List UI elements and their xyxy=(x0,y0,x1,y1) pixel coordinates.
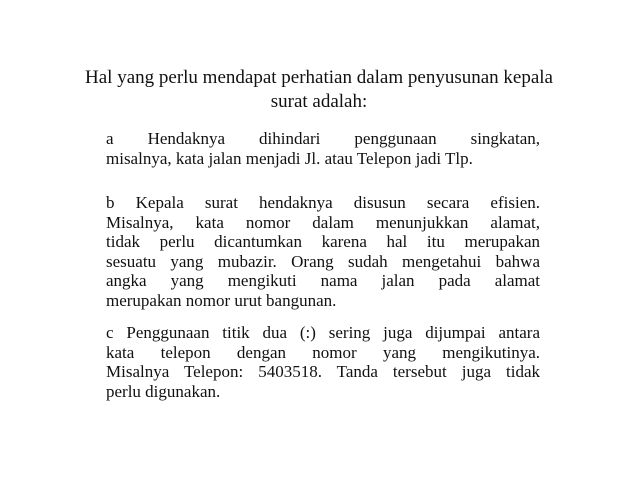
paragraph-line: tidak perlu dicantumkan karena hal itu merupakan xyxy=(106,232,540,251)
paragraph-line: kata telepon dengan nomor yang mengikutinya. xyxy=(106,342,540,362)
paragraph-line: misalnya, kata jalan menjadi Jl. atau Telepon jadi Tlp. xyxy=(106,148,473,168)
paragraph-line: sesuatu yang mubazir. Orang sudah mengetahui bahwa xyxy=(106,251,540,271)
paragraph-b xyxy=(106,193,540,310)
paragraph-line: c Penggunaan titik dua (:) sering juga dijumpai antara xyxy=(106,323,540,342)
title-line-1: Hal yang perlu mendapat perhatian dalam penyusunan kepala xyxy=(85,67,553,88)
paragraph-a xyxy=(106,129,540,168)
paragraph-line: Misalnya, kata nomor dalam menunjukkan alamat, xyxy=(106,212,540,232)
paragraph-line: b Kepala surat hendaknya disusun secara efisien. xyxy=(106,193,540,212)
paragraph-line: merupakan nomor urut bangunan. xyxy=(106,290,337,310)
paragraph-line: perlu digunakan. xyxy=(106,381,221,401)
paragraph-c xyxy=(106,323,540,401)
paragraph-line: angka yang mengikuti nama jalan pada alamat xyxy=(106,271,540,290)
title-line-2: surat adalah: xyxy=(270,91,368,112)
paragraph-line: Misalnya Telepon: 5403518. Tanda tersebut juga tidak xyxy=(106,362,540,381)
slide-title xyxy=(40,66,598,114)
paragraph-line: a Hendaknya dihindari penggunaan singkatan, xyxy=(106,129,540,148)
